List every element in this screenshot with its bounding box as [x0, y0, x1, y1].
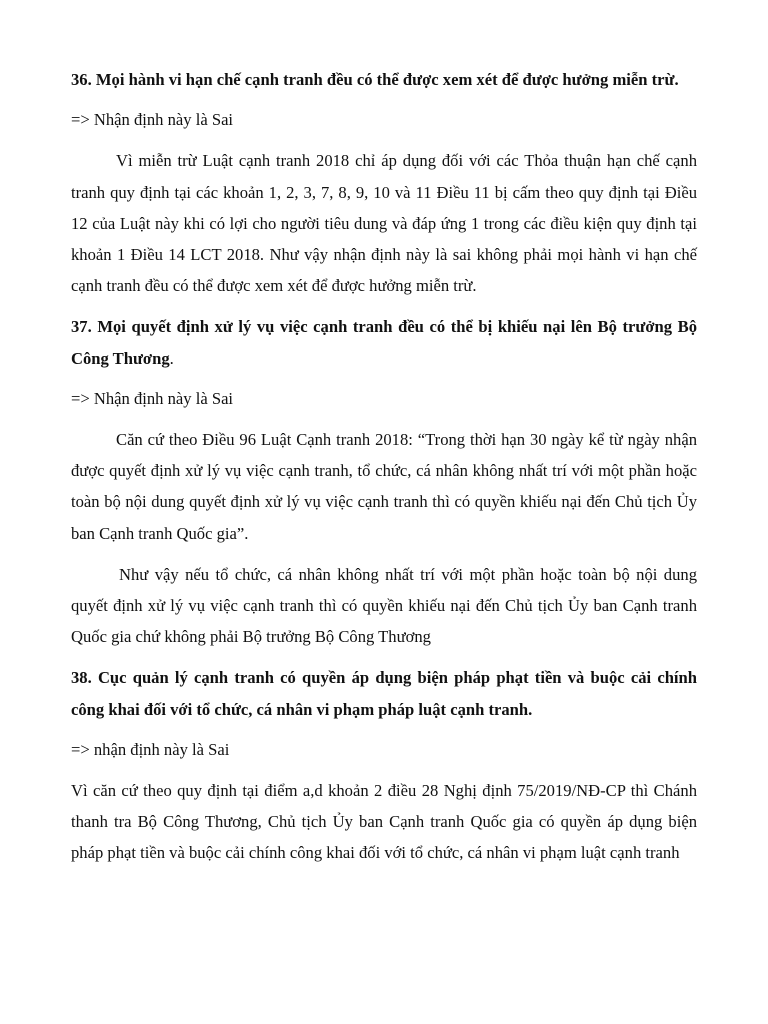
question-37-suffix: .	[169, 348, 174, 368]
question-37	[71, 311, 697, 373]
verdict-37: => Nhận định này là Sai	[71, 388, 234, 408]
document-page	[71, 64, 697, 879]
section-38	[71, 662, 697, 868]
explanation-38: Vì căn cứ theo quy định tại điểm a,d khoản 2 điều 28 Nghị định 75/2019/NĐ-CP thì Chánh thanh tra Bộ Công Thương, Chủ tịch Ủy ban Cạnh tranh Quốc gia có quyền áp dụng biện pháp phạt tiền và buộc cải chính công khai đối với tổ chức, cá nhân vi phạm luật cạnh tranh	[71, 781, 697, 863]
explanation-37-conclusion: Như vậy nếu tổ chức, cá nhân không nhất trí với một phần hoặc toàn bộ nội dung quyết định xử lý vụ việc cạnh tranh thì có quyền khiếu nại đến Chủ tịch Ủy ban Cạnh tranh Quốc gia chứ không phải Bộ trưởng Bộ Công Thương	[71, 564, 697, 647]
section-36	[71, 64, 697, 301]
explanation-36: Vì miễn trừ Luật cạnh tranh 2018 chỉ áp dụng đối với các Thỏa thuận hạn chế cạnh tranh quy định tại các khoản 1, 2, 3, 7, 8, 9, 10 và 11 Điều 11 bị cấm theo quy định tại Điều 12 của Luật này khi có lợi cho người tiêu dung và đáp ứng 1 trong các điều kiện quy định tại khoản 1 Điều 14 LCT 2018. Như vậy nhận định này là sai không phải mọi hành vi hạn chế cạnh tranh đều có thể được xem xét để được hưởng miễn trừ.	[71, 151, 697, 296]
question-37-text: 37. Mọi quyết định xử lý vụ việc cạnh tranh đều có thể bị khiếu nại lên Bộ trưởng Bộ Công Thương	[71, 317, 697, 368]
explanation-37-citation: Căn cứ theo Điều 96 Luật Cạnh tranh 2018: “Trong thời hạn 30 ngày kể từ ngày nhận được quyết định xử lý vụ việc cạnh tranh, tổ chức, cá nhân không nhất trí với một phần hoặc toàn bộ nội dung quyết định xử lý vụ việc cạnh tranh thì có quyền khiếu nại đến Chủ tịch Ủy ban Cạnh tranh Quốc gia”.	[71, 430, 697, 543]
section-37	[71, 311, 697, 652]
verdict-36: => Nhận định này là Sai	[71, 110, 234, 130]
verdict-38: => nhận định này là Sai	[71, 739, 230, 759]
question-36: 36. Mọi hành vi hạn chế cạnh tranh đều có thể được xem xét để được hưởng miễn trừ.	[71, 70, 679, 89]
question-38: 38. Cục quản lý cạnh tranh có quyền áp dụng biện pháp phạt tiền và buộc cải chính công khai đối với tổ chức, cá nhân vi phạm pháp luật cạnh tranh.	[71, 668, 697, 719]
